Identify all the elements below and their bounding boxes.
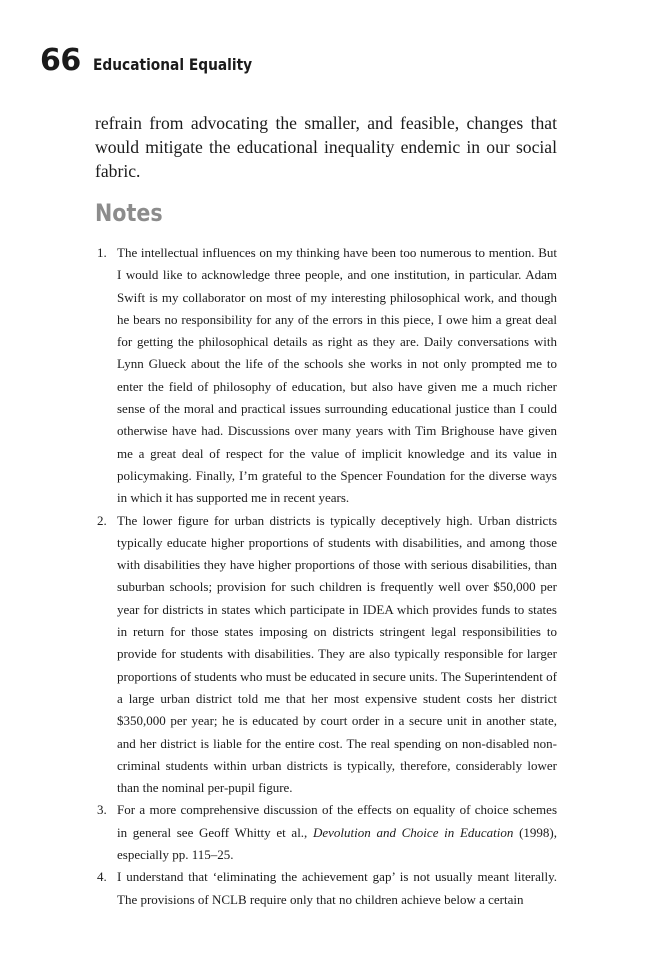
note-text-before: For a more comprehensive discussion of the effects on equality of choice schemes in general see Geoff Whitty et al., bbox=[117, 802, 557, 840]
note-number: 1. bbox=[97, 245, 107, 260]
note-number: 2. bbox=[97, 512, 107, 528]
note-item-3 bbox=[0, 799, 650, 866]
book-title: Devolution and Choice in Education bbox=[313, 824, 514, 840]
page-number: 66 bbox=[40, 43, 81, 78]
note-text: I understand that ‘eliminating the achievement gap’ is not usually meant literally. The provisions of NCLB require only that no children achieve below a certain bbox=[117, 869, 557, 907]
note-item-1 bbox=[0, 242, 650, 510]
body-paragraph: refrain from advocating the smaller, and feasible, changes that would mitigate the educational inequality endemic in our social fabric. bbox=[95, 113, 557, 181]
running-head bbox=[40, 43, 278, 78]
note-text bbox=[117, 799, 557, 866]
note-text: The lower figure for urban districts is typically deceptively high. Urban districts typically educate higher proportions of students with disabilities, and among those with disabilities they have higher proportions of those with serious disabilities, than suburban schools; provision for such children is frequently well over $50,000 per year for districts in states which participate in IDEA which provides funds to states in return for those states imposing on districts stringent legal responsibilities to provide for students with disabilities. They are also typically responsible for larger proportions of students who must be educated in secure units. The Superintendent of a large urban district told me that her most expensive student costs her district $350,000 per year; he is educated by court order in a secure unit in another state, and her district is liable for the entire cost. The real spending on non-disabled non-criminal students within urban districts is typically, therefore, considerably lower than the nominal per-pupil figure. bbox=[117, 512, 557, 796]
notes-list bbox=[0, 242, 650, 911]
note-item-2 bbox=[0, 510, 650, 800]
note-item-4 bbox=[0, 866, 650, 911]
note-number: 3. bbox=[97, 802, 107, 818]
note-text-after: (1998), especially pp. 115–25. bbox=[117, 824, 557, 863]
running-title: Educational Equality bbox=[92, 55, 252, 74]
notes-heading: Notes bbox=[95, 199, 163, 227]
note-number: 4. bbox=[97, 869, 107, 885]
note-text: The intellectual influences on my thinking have been too numerous to mention. But I would like to acknowledge three people, and one institution, in particular. Adam Swift is my collaborator on most of my interesting philosophical work, and though he bears no responsibility for any of the errors in this piece, I owe him a great deal for getting the philosophical details as right as they are. Daily conversations with Lynn Glueck about the life of the schools she works in not only prompted me to enter the field of philosophy of education, but also have given me a much richer sense of the moral and practical issues surrounding educational justice than I could otherwise have had. Discussions over many years with Tim Brighouse have given me a great deal of respect for the value of implicit knowledge and its value in policymaking. Finally, I’m grateful to the Spencer Foundation for the diverse ways in which it has supported me in recent years. bbox=[117, 245, 557, 506]
